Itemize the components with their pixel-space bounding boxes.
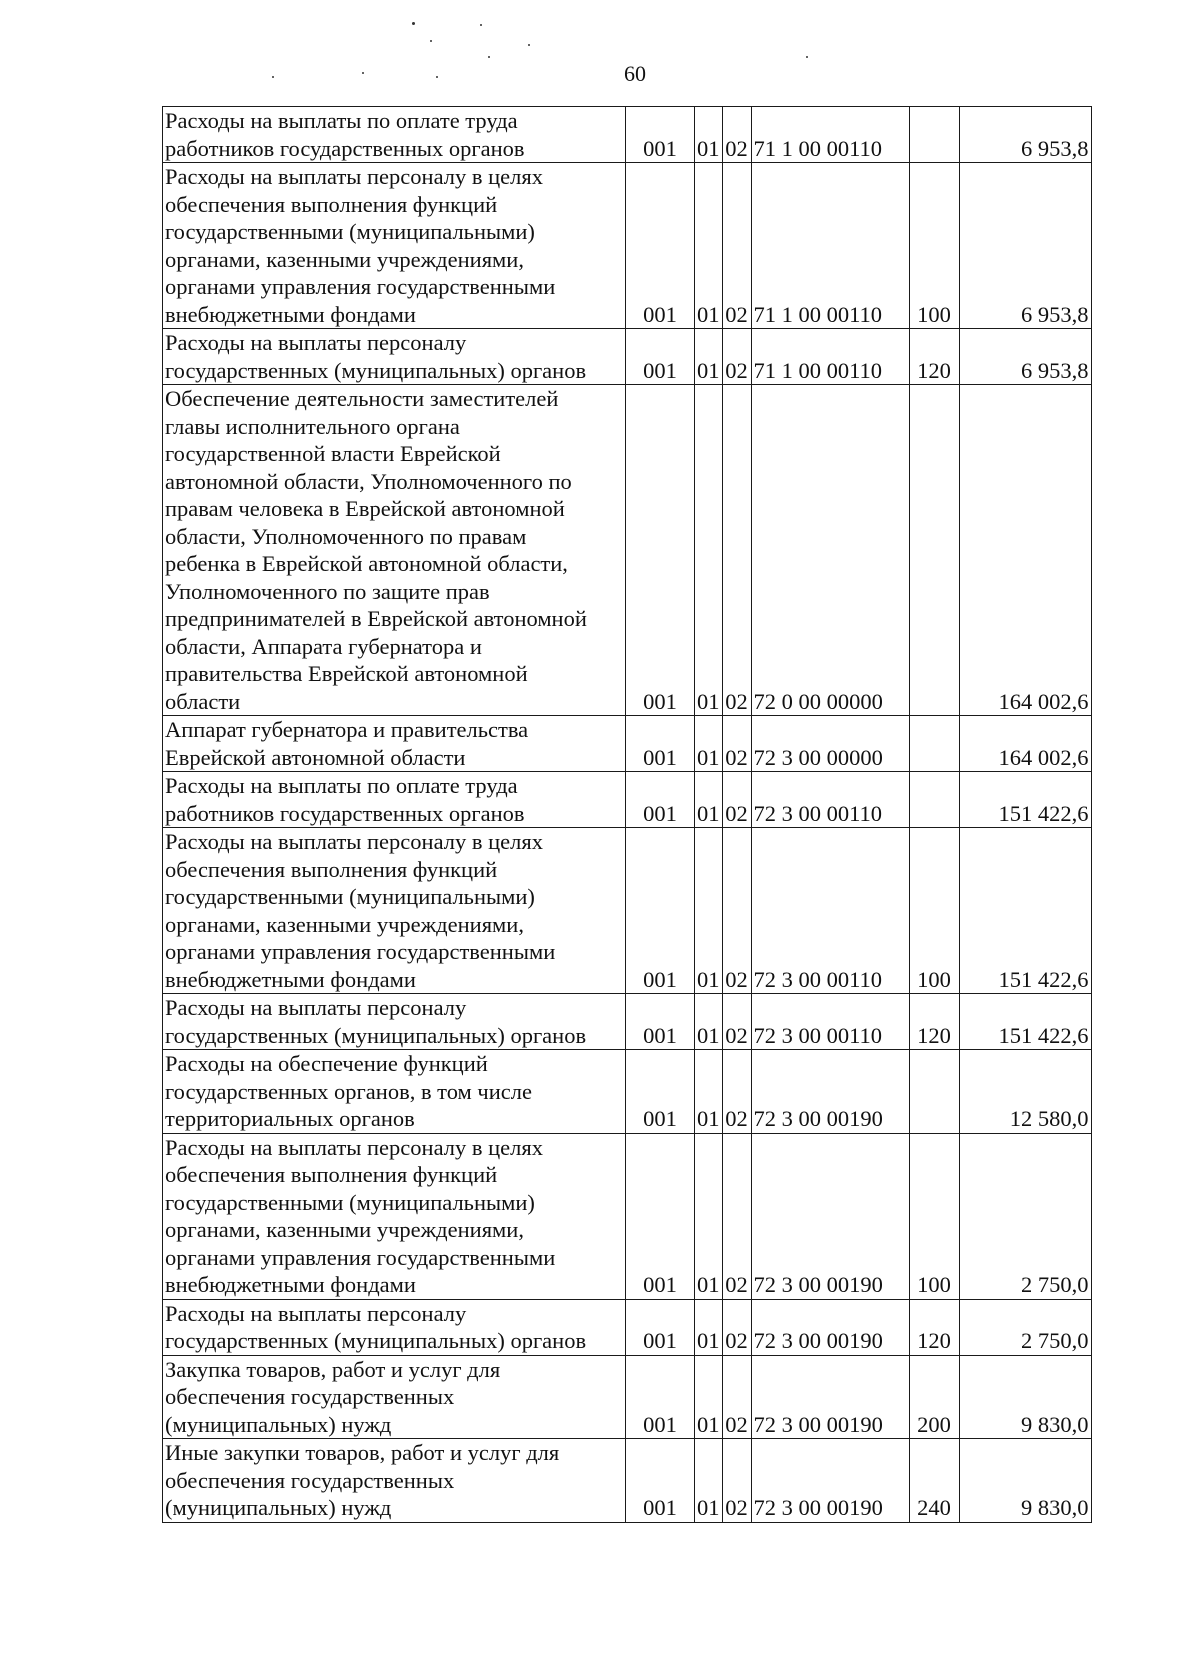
description-line: внебюджетными фондами bbox=[165, 966, 416, 992]
subsection-code-cell: 02 bbox=[722, 1299, 751, 1355]
expense-type-cell: 200 bbox=[909, 1355, 959, 1439]
subsection-code-cell: 02 bbox=[722, 329, 751, 385]
table-row bbox=[163, 385, 1092, 716]
amount-cell: 151 422,6 bbox=[959, 994, 1091, 1050]
target-article-cell: 72 3 00 00110 bbox=[751, 828, 909, 994]
amount-cell: 2 750,0 bbox=[959, 1299, 1091, 1355]
description-line: обеспечения государственных bbox=[165, 1467, 455, 1493]
table-row bbox=[163, 163, 1092, 329]
description-line: Аппарат губернатора и правительства bbox=[165, 717, 529, 742]
description-line: органами, казенными учреждениями, bbox=[165, 1217, 524, 1242]
admin-code-cell: 001 bbox=[626, 1355, 695, 1439]
description-line: автономной области, Уполномоченного по bbox=[165, 468, 572, 494]
description-line: органами, казенными учреждениями, bbox=[165, 246, 524, 272]
scan-speck bbox=[430, 40, 432, 42]
description-cell bbox=[163, 772, 626, 828]
admin-code-cell: 001 bbox=[626, 1439, 695, 1523]
description-line: Расходы на выплаты персоналу в целях bbox=[165, 164, 543, 189]
target-article-cell: 72 3 00 00110 bbox=[751, 772, 909, 828]
section-code-cell: 01 bbox=[695, 107, 723, 163]
description-line: Расходы на выплаты по оплате труда bbox=[165, 108, 518, 133]
section-code-cell: 01 bbox=[695, 163, 723, 329]
section-code-cell: 01 bbox=[695, 385, 723, 716]
target-article-cell: 71 1 00 00110 bbox=[751, 107, 909, 163]
description-cell bbox=[163, 1050, 626, 1134]
table-row bbox=[163, 1299, 1092, 1355]
description-line: внебюджетными фондами bbox=[165, 1272, 416, 1297]
target-article-cell: 72 0 00 00000 bbox=[751, 385, 909, 716]
admin-code-cell: 001 bbox=[626, 1299, 695, 1355]
table-row bbox=[163, 107, 1092, 163]
description-line: Расходы на выплаты персоналу bbox=[165, 995, 467, 1020]
description-line: органами, казенными учреждениями, bbox=[165, 911, 524, 937]
expense-type-cell: 120 bbox=[909, 1299, 959, 1355]
target-article-cell: 72 3 00 00190 bbox=[751, 1355, 909, 1439]
target-article-cell: 72 3 00 00000 bbox=[751, 716, 909, 772]
description-line: ребенка в Еврейской автономной области, bbox=[165, 551, 568, 576]
admin-code-cell: 001 bbox=[626, 1050, 695, 1134]
description-cell bbox=[163, 716, 626, 772]
amount-cell: 6 953,8 bbox=[959, 107, 1091, 163]
expense-type-cell: 100 bbox=[909, 163, 959, 329]
section-code-cell: 01 bbox=[695, 994, 723, 1050]
amount-cell: 12 580,0 bbox=[959, 1050, 1091, 1134]
table-row bbox=[163, 994, 1092, 1050]
description-cell bbox=[163, 329, 626, 385]
section-code-cell: 01 bbox=[695, 1133, 723, 1299]
scan-speck bbox=[362, 72, 364, 74]
description-line: Еврейской автономной области bbox=[165, 744, 466, 770]
description-line: Обеспечение деятельности заместителей bbox=[165, 386, 559, 411]
target-article-cell: 72 3 00 00190 bbox=[751, 1439, 909, 1523]
description-line: обеспечения выполнения функций bbox=[165, 1162, 498, 1187]
description-line: правам человека в Еврейской автономной bbox=[165, 496, 565, 521]
description-line: государственных (муниципальных) органов bbox=[165, 1022, 587, 1048]
table-row bbox=[163, 716, 1092, 772]
amount-cell: 6 953,8 bbox=[959, 329, 1091, 385]
description-cell bbox=[163, 994, 626, 1050]
section-code-cell: 01 bbox=[695, 1050, 723, 1134]
description-line: Расходы на выплаты персоналу bbox=[165, 1300, 467, 1326]
description-cell bbox=[163, 107, 626, 163]
admin-code-cell: 001 bbox=[626, 772, 695, 828]
description-line: области bbox=[165, 688, 241, 714]
subsection-code-cell: 02 bbox=[722, 1050, 751, 1134]
description-line: Расходы на выплаты персоналу в целях bbox=[165, 1134, 543, 1160]
subsection-code-cell: 02 bbox=[722, 772, 751, 828]
target-article-cell: 71 1 00 00110 bbox=[751, 163, 909, 329]
description-line: государственных органов, в том числе bbox=[165, 1078, 532, 1104]
subsection-code-cell: 02 bbox=[722, 994, 751, 1050]
expense-type-cell bbox=[909, 107, 959, 163]
description-line: Расходы на обеспечение функций bbox=[165, 1051, 488, 1076]
description-cell bbox=[163, 163, 626, 329]
amount-cell: 2 750,0 bbox=[959, 1133, 1091, 1299]
scan-speck bbox=[412, 22, 415, 25]
description-line: правительства Еврейской автономной bbox=[165, 661, 528, 686]
description-line: Расходы на выплаты персоналу bbox=[165, 330, 467, 355]
scan-speck bbox=[528, 44, 530, 46]
expense-type-cell bbox=[909, 385, 959, 716]
table-row bbox=[163, 772, 1092, 828]
subsection-code-cell: 02 bbox=[722, 1133, 751, 1299]
table-row bbox=[163, 828, 1092, 994]
section-code-cell: 01 bbox=[695, 1299, 723, 1355]
expense-type-cell: 100 bbox=[909, 828, 959, 994]
description-line: государственных (муниципальных) органов bbox=[165, 1328, 587, 1353]
target-article-cell: 72 3 00 00190 bbox=[751, 1299, 909, 1355]
description-cell bbox=[163, 385, 626, 716]
subsection-code-cell: 02 bbox=[722, 716, 751, 772]
admin-code-cell: 001 bbox=[626, 994, 695, 1050]
description-line: обеспечения выполнения функций bbox=[165, 856, 498, 882]
admin-code-cell: 001 bbox=[626, 1133, 695, 1299]
subsection-code-cell: 02 bbox=[722, 385, 751, 716]
description-cell bbox=[163, 1133, 626, 1299]
table-row bbox=[163, 1050, 1092, 1134]
description-cell bbox=[163, 1355, 626, 1439]
budget-table bbox=[162, 106, 1092, 1523]
amount-cell: 9 830,0 bbox=[959, 1355, 1091, 1439]
target-article-cell: 72 3 00 00190 bbox=[751, 1133, 909, 1299]
description-line: области, Аппарата губернатора и bbox=[165, 633, 482, 659]
description-line: (муниципальных) нужд bbox=[165, 1495, 392, 1520]
subsection-code-cell: 02 bbox=[722, 1439, 751, 1523]
table-row bbox=[163, 1439, 1092, 1523]
description-line: Расходы на выплаты персоналу в целях bbox=[165, 829, 543, 854]
expense-type-cell bbox=[909, 1050, 959, 1134]
subsection-code-cell: 02 bbox=[722, 1355, 751, 1439]
description-line: государственной власти Еврейской bbox=[165, 441, 501, 466]
table-row bbox=[163, 329, 1092, 385]
description-line: внебюджетными фондами bbox=[165, 301, 416, 327]
expense-type-cell: 100 bbox=[909, 1133, 959, 1299]
admin-code-cell: 001 bbox=[626, 716, 695, 772]
section-code-cell: 01 bbox=[695, 1355, 723, 1439]
section-code-cell: 01 bbox=[695, 772, 723, 828]
description-line: Закупка товаров, работ и услуг для bbox=[165, 1356, 501, 1382]
subsection-code-cell: 02 bbox=[722, 163, 751, 329]
subsection-code-cell: 02 bbox=[722, 828, 751, 994]
description-line: области, Уполномоченного по правам bbox=[165, 523, 527, 549]
expense-type-cell bbox=[909, 772, 959, 828]
expense-type-cell: 120 bbox=[909, 329, 959, 385]
amount-cell: 6 953,8 bbox=[959, 163, 1091, 329]
description-line: Уполномоченного по защите прав bbox=[165, 578, 490, 604]
expense-type-cell bbox=[909, 716, 959, 772]
description-line: Иные закупки товаров, работ и услуг для bbox=[165, 1440, 560, 1465]
section-code-cell: 01 bbox=[695, 828, 723, 994]
description-line: государственными (муниципальными) bbox=[165, 1189, 535, 1215]
admin-code-cell: 001 bbox=[626, 329, 695, 385]
amount-cell: 151 422,6 bbox=[959, 828, 1091, 994]
target-article-cell: 72 3 00 00110 bbox=[751, 994, 909, 1050]
amount-cell: 164 002,6 bbox=[959, 385, 1091, 716]
admin-code-cell: 001 bbox=[626, 163, 695, 329]
amount-cell: 164 002,6 bbox=[959, 716, 1091, 772]
description-line: обеспечения государственных bbox=[165, 1384, 455, 1409]
description-line: государственными (муниципальными) bbox=[165, 219, 535, 244]
description-line: работников государственных органов bbox=[165, 135, 525, 161]
description-line: обеспечения выполнения функций bbox=[165, 191, 498, 217]
description-line: территориальных органов bbox=[165, 1106, 415, 1131]
description-line: органами управления государственными bbox=[165, 274, 556, 299]
section-code-cell: 01 bbox=[695, 716, 723, 772]
target-article-cell: 72 3 00 00190 bbox=[751, 1050, 909, 1134]
expense-type-cell: 120 bbox=[909, 994, 959, 1050]
description-line: предпринимателей в Еврейской автономной bbox=[165, 606, 587, 631]
section-code-cell: 01 bbox=[695, 329, 723, 385]
expense-type-cell: 240 bbox=[909, 1439, 959, 1523]
admin-code-cell: 001 bbox=[626, 385, 695, 716]
table-row bbox=[163, 1355, 1092, 1439]
description-line: главы исполнительного органа bbox=[165, 413, 460, 439]
scan-speck bbox=[480, 24, 482, 26]
description-line: Расходы на выплаты по оплате труда bbox=[165, 773, 518, 798]
subsection-code-cell: 02 bbox=[722, 107, 751, 163]
description-line: государственными (муниципальными) bbox=[165, 884, 535, 909]
admin-code-cell: 001 bbox=[626, 107, 695, 163]
description-cell bbox=[163, 828, 626, 994]
scan-speck bbox=[272, 76, 274, 78]
admin-code-cell: 001 bbox=[626, 828, 695, 994]
page-number: 60 bbox=[624, 61, 646, 86]
description-cell bbox=[163, 1299, 626, 1355]
target-article-cell: 71 1 00 00110 bbox=[751, 329, 909, 385]
section-code-cell: 01 bbox=[695, 1439, 723, 1523]
description-line: государственных (муниципальных) органов bbox=[165, 357, 587, 383]
description-line: (муниципальных) нужд bbox=[165, 1411, 392, 1437]
description-cell bbox=[163, 1439, 626, 1523]
budget-table-body bbox=[163, 107, 1092, 1523]
scan-speck bbox=[806, 56, 808, 58]
amount-cell: 9 830,0 bbox=[959, 1439, 1091, 1523]
description-line: органами управления государственными bbox=[165, 939, 556, 964]
amount-cell: 151 422,6 bbox=[959, 772, 1091, 828]
scan-speck bbox=[436, 76, 438, 78]
table-row bbox=[163, 1133, 1092, 1299]
description-line: органами управления государственными bbox=[165, 1244, 556, 1270]
scan-speck bbox=[488, 56, 490, 58]
description-line: работников государственных органов bbox=[165, 800, 525, 826]
